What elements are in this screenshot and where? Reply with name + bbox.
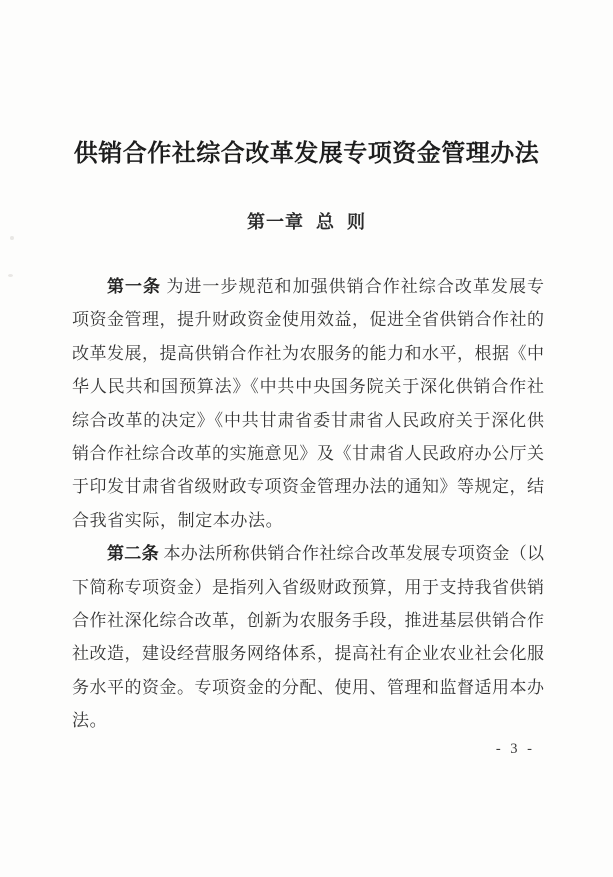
body-line: 于印发甘肃省省级财政专项资金管理办法的通知》等规定，结 [72,477,544,497]
body-line: 销合作社综合改革的实施意见》及《甘肃省人民政府办公厅关 [72,443,544,463]
document-body [72,270,544,737]
body-line: 改革发展，提高供销合作社为农服务的能力和水平，根据《中 [72,343,544,363]
chapter-heading: 第一章 总 则 [246,212,366,232]
scan-speck [10,236,14,240]
body-line: 务水平的资金。专项资金的分配、使用、管理和监督适用本办 [72,677,544,697]
body-line: 社改造，建设经营服务网络体系，提高社有企业农业社会化服 [72,644,544,664]
body-line: 下简称专项资金）是指列入省级财政预算，用于支持我省供销 [72,577,544,597]
body-line: 综合改革的决定》《中共甘肃省委甘肃省人民政府关于深化供 [72,410,544,430]
body-line: 法。 [72,711,108,731]
body-line: 第一条 为进一步规范和加强供销合作社综合改革发展专 [107,277,544,296]
body-line: 项资金管理，提升财政资金使用效益，促进全省供销合作社的 [72,310,544,330]
page-number: - 3 - [495,741,535,757]
article-number: 第一条 [107,277,162,296]
body-line: 第二条 本办法所称供销合作社综合改革发展专项资金（以 [107,544,544,564]
body-line: 合我省实际，制定本办法。 [72,510,284,530]
body-line: 华人民共和国预算法》《中共中央国务院关于深化供销合作社 [72,377,544,397]
article-number: 第二条 [107,544,159,564]
document-title: 供销合作社综合改革发展专项资金管理办法 [73,141,540,167]
body-line: 合作社深化综合改革，创新为农服务手段，推进基层供销合作 [72,610,544,630]
scan-speck [8,274,13,277]
